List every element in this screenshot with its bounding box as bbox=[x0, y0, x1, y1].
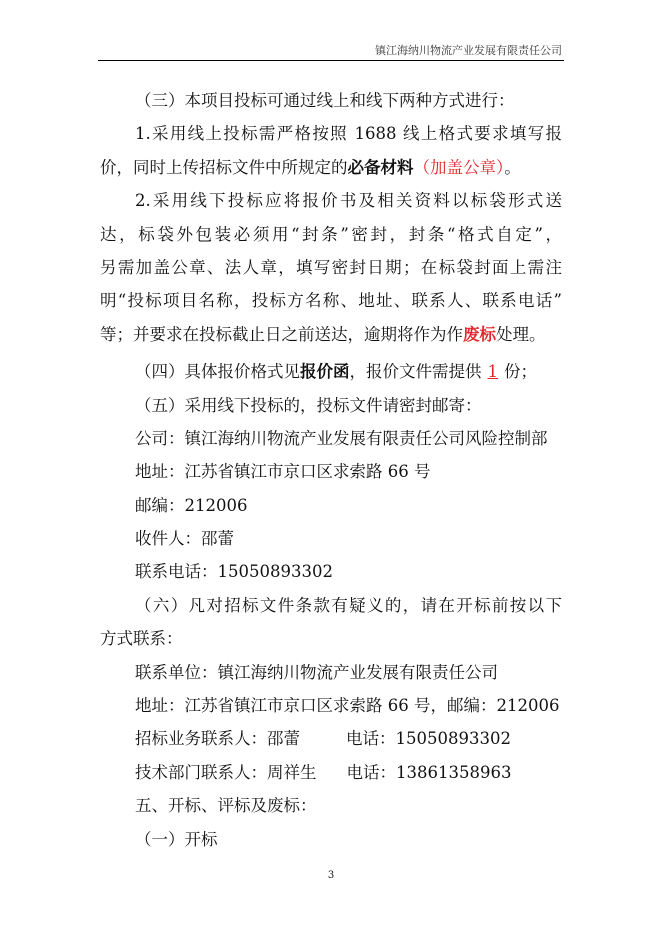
document-body bbox=[100, 84, 562, 856]
paragraph-line: 收件人：邵蕾 bbox=[135, 529, 234, 549]
contact-phone: 电话：13861358963 bbox=[346, 762, 512, 782]
page-number: 3 bbox=[327, 870, 335, 881]
paragraph-line: 1.采用线上投标需严格按照 1688 线上格式要求填写报 bbox=[135, 124, 562, 144]
copies-count: 1 bbox=[487, 362, 498, 382]
red-bold-text: 废标 bbox=[463, 324, 496, 344]
paragraph-line bbox=[100, 756, 562, 789]
red-text: （加盖公章） bbox=[413, 157, 505, 177]
paragraph-line: 方式联系： bbox=[100, 629, 183, 649]
paragraph-line: （五）采用线下投标的，投标文件请密封邮寄： bbox=[135, 395, 482, 415]
paragraph-line: 地址：江苏省镇江市京口区求索路 66 号，邮编：212006 bbox=[135, 696, 560, 716]
paragraph-line: 联系单位：镇江海纳川物流产业发展有限责任公司 bbox=[135, 662, 498, 682]
paragraph-line bbox=[100, 151, 562, 184]
paragraph-line: 2.采用线下投标应将报价书及相关资料以标袋形式送 bbox=[135, 191, 562, 211]
paragraph-line: 达，标袋外包装必须用“封条”密封，封条“格式自定”， bbox=[100, 224, 562, 244]
paragraph-line: （六）凡对招标文件条款有疑义的，请在开标前按以下 bbox=[135, 595, 562, 615]
page-header: 镇江海纳川物流产业发展有限责任公司 bbox=[375, 44, 562, 57]
paragraph-line: 另需加盖公章、法人章，填写密封日期；在标袋封面上需注 bbox=[100, 257, 562, 277]
paragraph-line bbox=[100, 722, 562, 755]
paragraph-line: 邮编：212006 bbox=[135, 495, 248, 515]
section-heading: 五、开标、评标及废标： bbox=[135, 796, 317, 816]
paragraph-line bbox=[100, 318, 562, 351]
text: 等；并要求在投标截止日之前送达，逾期将作为作 bbox=[100, 324, 463, 344]
text: 处理。 bbox=[496, 324, 546, 344]
header-rule bbox=[98, 60, 564, 61]
contact-phone: 电话：15050893302 bbox=[346, 729, 511, 749]
contact-name: 招标业务联系人：邵蕾 bbox=[135, 729, 300, 749]
text: 份； bbox=[504, 362, 537, 382]
paragraph-line: 明“投标项目名称，投标方名称、地址、联系人、联系电话” bbox=[100, 291, 562, 311]
paragraph-line: 联系电话：15050893302 bbox=[135, 562, 333, 582]
paragraph-line: （三）本项目投标可通过线上和线下两种方式进行： bbox=[135, 91, 515, 110]
bold-text: 必备材料 bbox=[347, 157, 414, 177]
section-heading: （一）开标 bbox=[135, 829, 218, 849]
paragraph-line: 地址：江苏省镇江市京口区求索路 66 号 bbox=[135, 462, 431, 482]
text: ，报价文件需提供 bbox=[349, 362, 482, 382]
paragraph-line bbox=[100, 355, 562, 388]
text: （四）具体报价格式见 bbox=[135, 362, 300, 382]
text: 价，同时上传招标文件中所规定的 bbox=[100, 157, 348, 177]
paragraph-line: 公司：镇江海纳川物流产业发展有限责任公司风险控制部 bbox=[135, 428, 548, 448]
text: 。 bbox=[504, 157, 521, 177]
contact-name: 技术部门联系人：周祥生 bbox=[135, 762, 317, 782]
bold-text: 报价函 bbox=[300, 362, 350, 382]
